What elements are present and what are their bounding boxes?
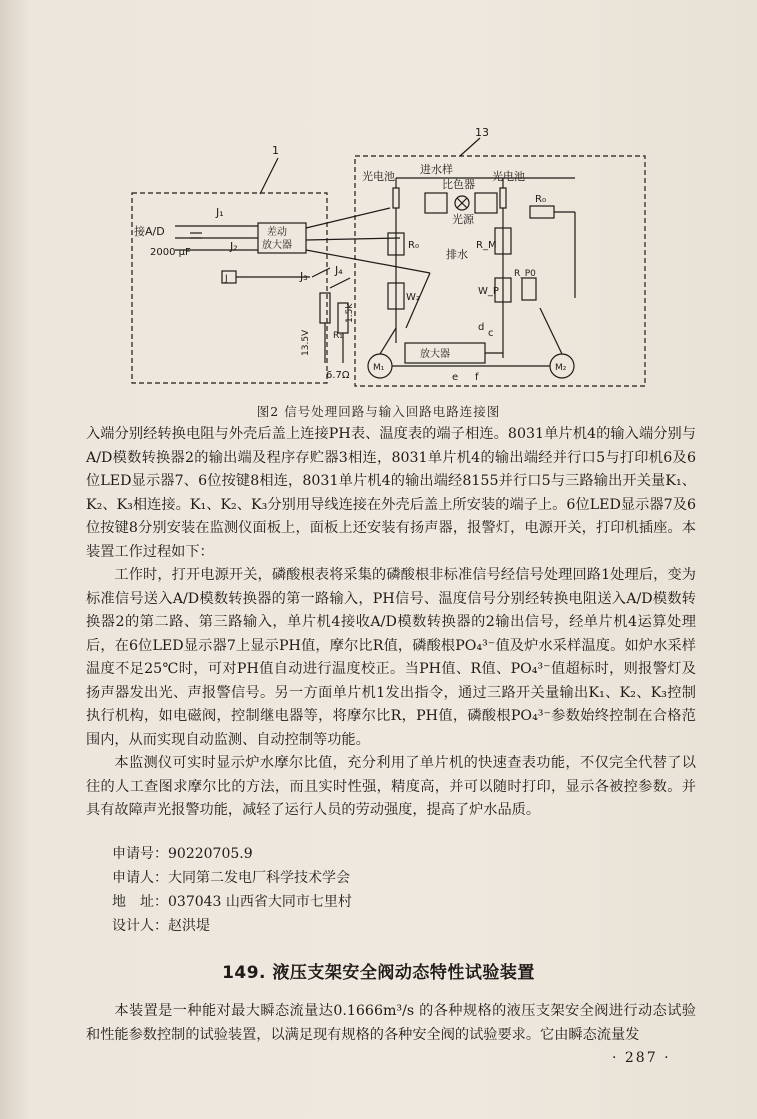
fig-label-j: J	[225, 274, 228, 284]
fig-label-1: 1	[272, 144, 279, 157]
page-number: · 287 ·	[612, 1050, 671, 1066]
fig-label-j4: J₄	[335, 264, 343, 277]
fig-label-r0-right: R₀	[535, 194, 546, 205]
fig-label-wp: W_P	[478, 286, 499, 297]
circuit-figure	[130, 128, 650, 418]
address: 地 址：037043 山西省大同市七里村	[112, 894, 352, 910]
fig-label-j2: J₂	[230, 240, 238, 253]
paragraph-3: 本监测仪可实时显示炉水摩尔比值，充分利用了单片机的快速查表功能，不仅完全代替了以往的人工查图求摩尔比的方法，而且实时性强，精度高，并可以随时打印，显示各被控参数。并具有故障声光报警功能，减轻了运行人员的劳动强度，提高了炉水品质。	[86, 755, 696, 818]
fig-label-cap: 2000 μF	[150, 247, 191, 258]
fig-label-e: e	[452, 372, 459, 383]
fig-label-rp0: R_P0	[514, 269, 536, 279]
fig-label-water-in: 进水样	[420, 163, 453, 176]
fig-label-w2: W₂	[406, 292, 420, 303]
body-text	[86, 423, 696, 823]
fig-label-m2: M₂	[555, 363, 567, 373]
fig-label-m1: M₁	[373, 363, 385, 373]
fig-label-rm: R_M	[476, 240, 497, 251]
fig-label-f: f	[475, 372, 479, 383]
fig-label-1k: 1.5k	[345, 303, 355, 323]
fig-label-volt: 13.5V	[301, 329, 311, 356]
figure-caption: 图2 信号处理回路与输入回路电路连接图	[256, 404, 501, 419]
paragraph-2: 工作时，打开电源开关，磷酸根表将采集的磷酸根非标准信号经信号处理回路1处理后，变为标准信号送入A/D模数转换器的第一路输入，PH信号、温度信号分别经转换电阻送入A/D模数转换器2的第二路、第三路输入，单片机4接收A/D模数转换器的2输出信号，经单片机4运算处理后，在6位LED显示器7上显示PH值，摩尔比R值，磷酸根PO₄³⁻值及炉水采样温度。如炉水采样温度不足25℃时，可对PH值自动进行温度校正。当PH值、R值、PO₄³⁻值超标时，则报警灯及扬声器发出光、声报警信号。另一方面单片机1发出指令，通过三路开关量输出K₁、K₂、K₃控制执行机构，如电磁阀，控制继电器等，将摩尔比R，PH值，磷酸根PO₄³⁻参数始终控制在合格范围内，从而实现自动监测、自动控制等功能。	[86, 567, 696, 748]
application-info	[112, 842, 612, 938]
fig-label-r0-left: R₀	[408, 240, 419, 251]
paragraph-1: 入端分别经转换电阻与外壳后盖上连接PH表、温度表的端子相连。8031单片机4的输入端分别与A/D模数转换器2的输出端及程序存贮器3相连，8031单片机4的输出端经并行口5与打印机6及6位LED显示器7、6位按键8相连，8031单片机4的输出端经8155并行口5与三路输出开关量K₁、K₂、K₃相连接。K₁、K₂、K₃分别用导线连接在外壳后盖上所安装的端子上。6位LED显示器7及6位按键8分别安装在监测仪面板上，面板上还安装有扬声器，报警灯，电源开关，打印机插座。本装置工作过程如下：	[86, 426, 696, 560]
fig-label-j1: J₁	[216, 206, 224, 219]
fig-label-r1: R₁	[333, 331, 343, 341]
fig-label-colorimeter: 比色器	[442, 178, 475, 191]
applicant: 申请人：大同第二发电厂科学技术学会	[112, 870, 350, 886]
bleed-through-text	[80, 95, 740, 129]
fig-label-c: c	[488, 328, 494, 339]
fig-label-d: d	[478, 322, 485, 333]
fig-label-amp1-a: 差动	[267, 227, 287, 238]
fig-label-6k: 6.7Ω	[326, 370, 350, 381]
fig-label-light: 光源	[452, 213, 474, 226]
section-heading: 149. 液压支架安全阀动态特性试验装置	[222, 963, 535, 983]
fig-label-pv-left: 光电池	[362, 170, 395, 183]
circuit-diagram	[130, 128, 650, 418]
application-number: 申请号：90220705.9	[112, 846, 253, 862]
intro-paragraph: 本装置是一种能对最大瞬态流量达0.1666m³/s 的各种规格的液压支架安全阀进行动态试验和性能参数控制的试验装置，以满足现有规格的各种安全阀的试验要求。它由瞬态流量发	[86, 1003, 696, 1043]
fig-label-drain: 排水	[446, 248, 468, 261]
designer: 设计人：赵洪堤	[112, 918, 210, 934]
fig-label-pv-right: 光电池	[492, 170, 525, 183]
fig-label-13: 13	[475, 128, 489, 139]
fig-label-amp1-b: 放大器	[262, 240, 292, 251]
fig-label-amp2: 放大器	[420, 349, 450, 360]
section-intro	[86, 1000, 696, 1047]
fig-label-ad: 接A/D	[134, 225, 165, 238]
fig-label-j3: J₃	[300, 270, 308, 283]
